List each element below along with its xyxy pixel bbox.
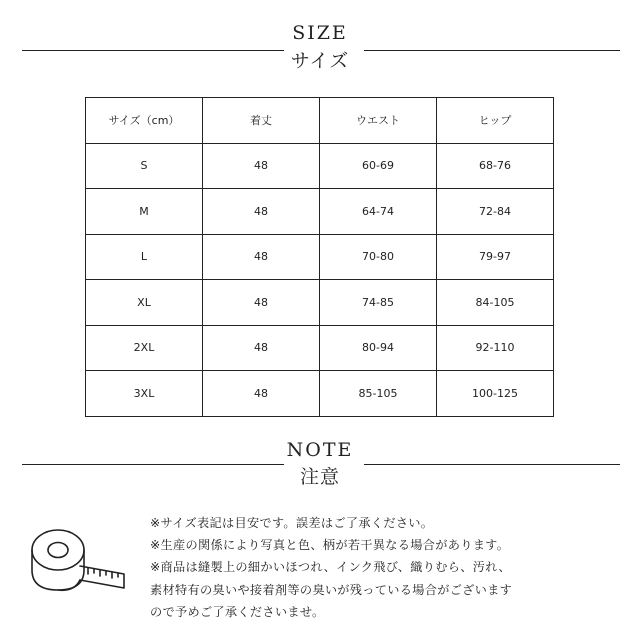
table-row xyxy=(86,143,554,189)
cell-waist: 70-80 xyxy=(320,234,437,280)
tape-measure-icon xyxy=(24,522,134,606)
note-line: ※サイズ表記は目安です。誤差はご了承ください。 xyxy=(150,516,434,530)
cell-waist: 64-74 xyxy=(320,189,437,235)
cell-hip: 92-110 xyxy=(437,325,554,371)
note-line: ※商品は縫製上の細かいほつれ、インク飛び、織りむら、汚れ、 xyxy=(150,560,511,575)
table-header-row xyxy=(86,98,554,144)
cell-size: M xyxy=(86,189,203,235)
note-title-ja: 注意 xyxy=(299,466,340,488)
cell-size: 3XL xyxy=(86,371,203,417)
size-table xyxy=(85,97,554,417)
cell-length: 48 xyxy=(203,234,320,280)
cell-length: 48 xyxy=(203,325,320,371)
cell-length: 48 xyxy=(203,280,320,326)
cell-hip: 72-84 xyxy=(437,189,554,235)
header-waist: ウエスト xyxy=(320,98,437,144)
table-row xyxy=(86,234,554,280)
note-line: ※生産の関係により写真と色、柄が若干異なる場合があります。 xyxy=(150,538,510,553)
note-line: ので予めご了承くださいませ。 xyxy=(150,604,325,619)
cell-length: 48 xyxy=(203,371,320,417)
table-row xyxy=(86,280,554,326)
header-size: サイズ（cm） xyxy=(86,98,203,144)
cell-waist: 80-94 xyxy=(320,325,437,371)
cell-length: 48 xyxy=(203,189,320,235)
header-length: 着丈 xyxy=(203,98,320,144)
note-title-en: NOTE xyxy=(286,439,354,461)
cell-size: 2XL xyxy=(86,325,203,371)
cell-waist: 85-105 xyxy=(320,371,437,417)
cell-waist: 60-69 xyxy=(320,143,437,189)
cell-hip: 84-105 xyxy=(437,280,554,326)
cell-hip: 100-125 xyxy=(437,371,554,417)
table-row xyxy=(86,371,554,417)
cell-waist: 74-85 xyxy=(320,280,437,326)
size-title-ja: サイズ xyxy=(290,50,350,72)
size-title-en: SIZE xyxy=(292,22,348,44)
cell-length: 48 xyxy=(203,143,320,189)
note-line: 素材特有の臭いや接着剤等の臭いが残っている場合がございます xyxy=(150,582,513,597)
header-hip: ヒップ xyxy=(437,98,554,144)
cell-hip: 79-97 xyxy=(437,234,554,280)
table-row xyxy=(86,325,554,371)
cell-size: L xyxy=(86,234,203,280)
cell-hip: 68-76 xyxy=(437,143,554,189)
cell-size: XL xyxy=(86,280,203,326)
cell-size: S xyxy=(86,143,203,189)
notes-block xyxy=(150,512,620,623)
table-row xyxy=(86,189,554,235)
